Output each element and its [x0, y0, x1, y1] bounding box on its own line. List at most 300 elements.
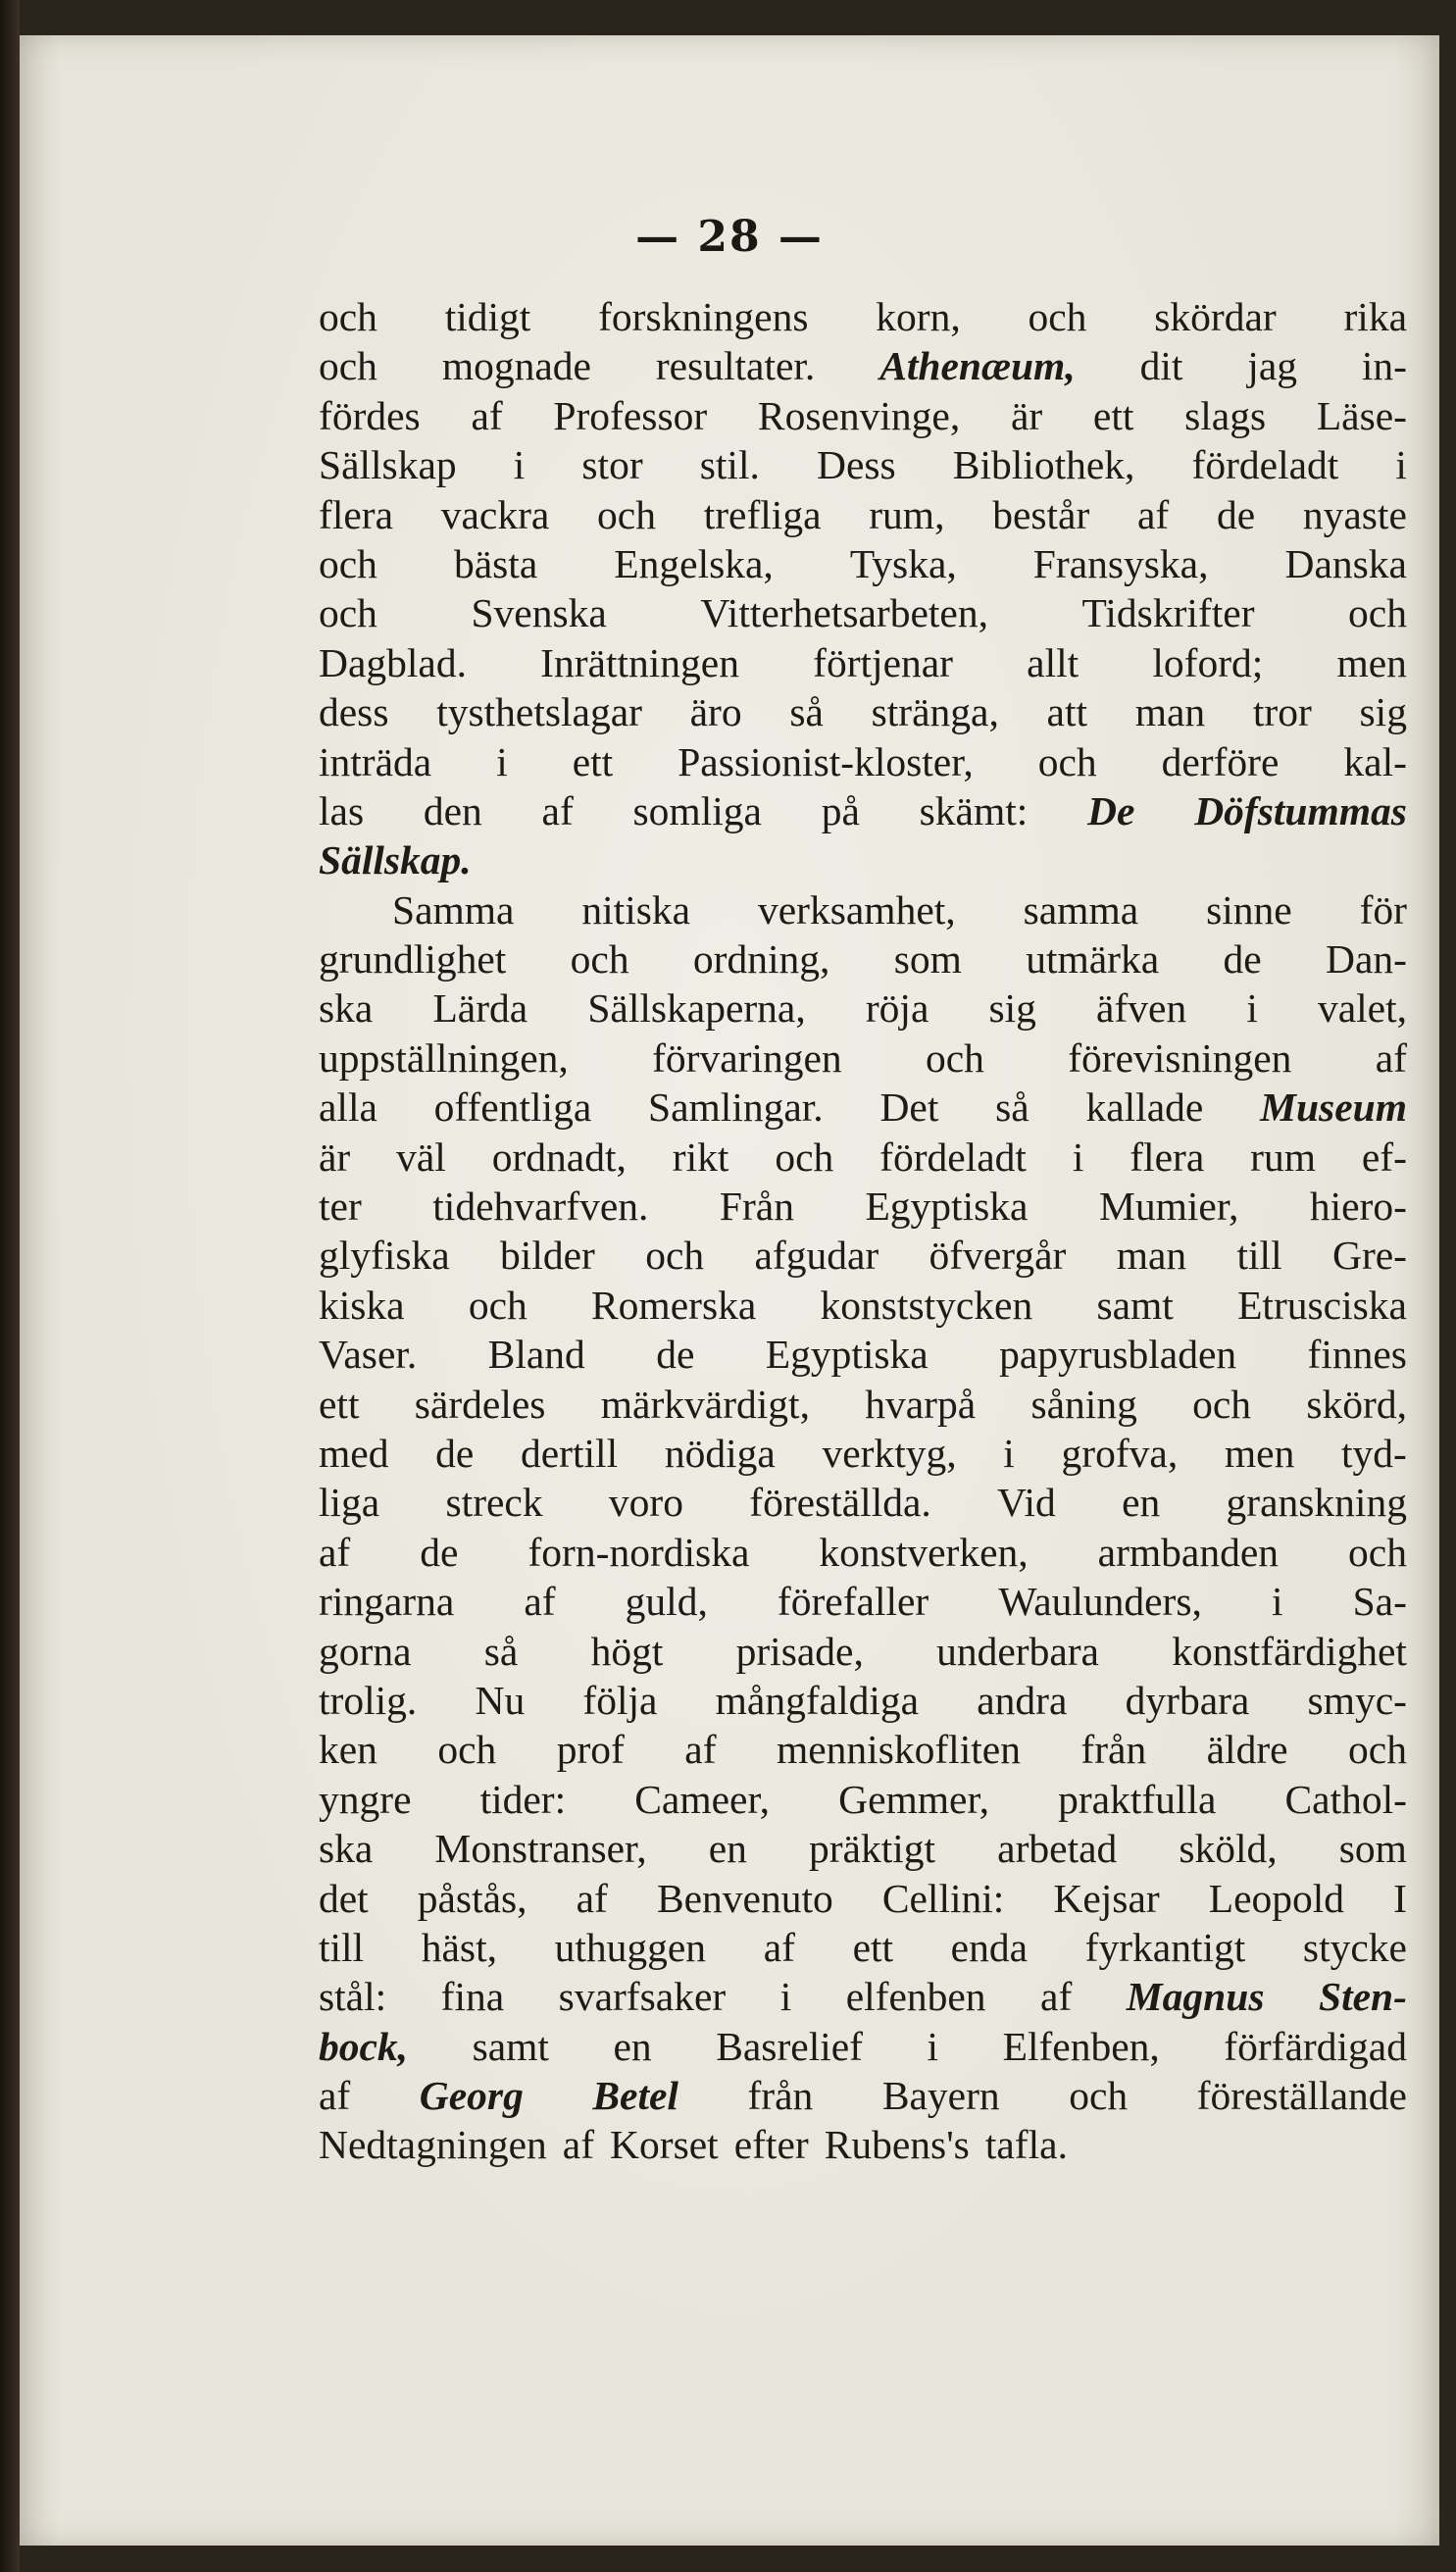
word: och [1348, 1529, 1407, 1575]
word: äldre [1206, 1727, 1288, 1773]
word: väl [396, 1134, 446, 1180]
word: Etrusciska [1237, 1282, 1407, 1328]
word: andra [977, 1677, 1068, 1723]
word: jag [1247, 343, 1297, 389]
word: menniskofliten [776, 1727, 1021, 1773]
word: skördar [1154, 294, 1277, 339]
text-line [319, 1429, 1407, 1478]
text-line [319, 687, 1407, 736]
word: konststycken [820, 1282, 1033, 1328]
word: en [1122, 1480, 1161, 1526]
word: öfvergår [929, 1233, 1067, 1279]
word: men [1336, 639, 1407, 685]
word: in- [1361, 343, 1407, 389]
word: och [319, 590, 377, 636]
word: och [319, 343, 377, 389]
word: kiska [319, 1282, 405, 1328]
word: såning [1030, 1381, 1137, 1427]
text-line [319, 2071, 1407, 2120]
word: rikt [672, 1134, 729, 1180]
word: Nedtagningen [319, 2122, 547, 2168]
word: och [645, 1233, 705, 1279]
word: nödiga [664, 1430, 776, 1476]
word: af [319, 2073, 351, 2119]
word: följa [582, 1677, 658, 1723]
word: Engelska, [614, 540, 774, 586]
text-line [319, 1577, 1407, 1626]
word: tror [1252, 689, 1312, 735]
word: är [1010, 392, 1043, 438]
word: en [708, 1826, 747, 1872]
word: grundlighet [319, 936, 507, 983]
word: Dess [816, 442, 896, 488]
word: forn-nordiska [527, 1529, 750, 1575]
text-line [319, 1923, 1407, 1972]
word: märkvärdigt, [600, 1381, 810, 1427]
word: sköld, [1179, 1826, 1278, 1872]
word: elfenben [845, 1974, 986, 2020]
word: i [1072, 1134, 1084, 1180]
word: kallade [1085, 1084, 1204, 1131]
word: samt [1096, 1282, 1174, 1328]
word: ter [319, 1184, 362, 1230]
word: som [1338, 1826, 1407, 1872]
word: Athenæum, [879, 343, 1076, 389]
word: Fransyska, [1032, 540, 1209, 586]
word: dess [319, 689, 389, 735]
word: och [1192, 1381, 1252, 1427]
word: Elfenben, [1002, 2023, 1160, 2069]
word: i [779, 1974, 792, 2020]
word: stil. [699, 442, 760, 488]
word: Sällskap. [319, 837, 472, 883]
word: förevisningen [1068, 1034, 1292, 1081]
word: så [995, 1084, 1029, 1131]
word: af [1040, 1974, 1073, 2020]
word: nyaste [1302, 491, 1407, 537]
word: papyrusbladen [999, 1332, 1237, 1378]
word: gorna [319, 1628, 412, 1674]
word: kal- [1343, 738, 1407, 784]
word: de [656, 1332, 695, 1378]
word: Dan- [1325, 936, 1407, 983]
word: Lärda [432, 985, 528, 1032]
word: ska [319, 1826, 374, 1872]
word: ef- [1361, 1134, 1407, 1180]
text-line [319, 983, 1407, 1033]
word: påstås, [417, 1875, 527, 1921]
word: tider: [479, 1776, 567, 1822]
word: enda [950, 1924, 1029, 1970]
text-line [319, 1182, 1407, 1231]
word: fördeladt [1191, 442, 1339, 488]
word: fördeladt [879, 1134, 1027, 1180]
word: mognade [441, 343, 591, 389]
word: underbara [936, 1628, 1099, 1674]
word: till [1236, 1233, 1282, 1279]
word: arbetad [997, 1826, 1118, 1872]
word: grofva, [1061, 1430, 1179, 1476]
word: glyfiska [319, 1233, 450, 1279]
word: de [1216, 491, 1256, 537]
word: och [319, 294, 377, 339]
word: från [1080, 1727, 1147, 1773]
text-line [319, 835, 1407, 884]
word: af [471, 392, 503, 438]
word: efter [733, 2122, 809, 2168]
word: så [483, 1628, 519, 1674]
word: Sällskap [319, 442, 457, 488]
text-line [319, 885, 1407, 934]
word: Egyptiska [765, 1332, 929, 1378]
word: Benvenuto [656, 1875, 833, 1921]
word: Korset [610, 2122, 719, 2168]
word: hvarpå [865, 1381, 977, 1427]
word: och [925, 1034, 984, 1081]
word: nitiska [581, 886, 691, 933]
word: voro [608, 1480, 683, 1526]
word: Från [719, 1184, 794, 1230]
word: dertill [521, 1430, 619, 1476]
text-line [319, 1034, 1407, 1083]
word: och [1348, 1727, 1407, 1773]
word: högt [590, 1628, 664, 1674]
word: bilder [500, 1233, 595, 1279]
word: finnes [1307, 1332, 1407, 1378]
word: förtjenar [813, 639, 953, 685]
word: i [1003, 1430, 1015, 1476]
word: Magnus [1126, 1974, 1265, 2020]
word: alla [319, 1084, 377, 1131]
word: föreställande [1196, 2073, 1407, 2119]
text-line [319, 1824, 1407, 1873]
word: af [684, 1727, 717, 1773]
word: samt [472, 2023, 549, 2069]
word: Cameer, [634, 1776, 771, 1822]
word: allt [1027, 639, 1079, 685]
word: somliga [632, 787, 762, 833]
word: Egyptiska [865, 1184, 1029, 1230]
word: Mumier, [1098, 1184, 1239, 1230]
text-line [319, 1133, 1407, 1182]
word: och [1348, 590, 1407, 636]
word: Svenska [471, 590, 607, 636]
word: ken [319, 1727, 377, 1773]
word: derföre [1161, 738, 1280, 784]
text-line [319, 1528, 1407, 1577]
word: som [893, 936, 962, 983]
word: forskningens [598, 294, 809, 339]
word: trolig. [319, 1677, 418, 1723]
word: från [747, 2073, 814, 2119]
word: rika [1343, 294, 1407, 339]
text-line [319, 1627, 1407, 1676]
word: Cellini: [881, 1875, 1005, 1921]
word: stränga, [871, 689, 999, 735]
word: Det [879, 1084, 939, 1131]
word: och [468, 1282, 527, 1328]
text-line [319, 539, 1407, 588]
text-line [319, 1281, 1407, 1330]
word: sig [1359, 689, 1407, 735]
word: är [319, 1134, 351, 1180]
word: och [775, 1134, 834, 1180]
text-line [319, 292, 1407, 341]
word: skörd, [1306, 1381, 1407, 1427]
word: de [435, 1430, 475, 1476]
word: konstfärdighet [1172, 1628, 1407, 1674]
word: afgudar [754, 1233, 879, 1279]
word: men [1224, 1430, 1295, 1476]
word: las [319, 787, 365, 833]
word: samma [1023, 886, 1139, 933]
word: Passionist-kloster, [678, 738, 974, 784]
word: förfärdigad [1224, 2023, 1407, 2069]
word: inträda [319, 738, 432, 784]
word: med [319, 1430, 389, 1476]
word: af [562, 2122, 595, 2168]
word: Danska [1284, 540, 1407, 586]
word: trefliga [703, 491, 822, 537]
word: Bibliothek, [952, 442, 1135, 488]
word: och [1028, 294, 1087, 339]
word: för [1359, 886, 1407, 933]
word: dyrbara [1125, 1677, 1250, 1723]
word: Inrättningen [540, 639, 739, 685]
word: af [763, 1924, 795, 1970]
word: Vid [997, 1480, 1056, 1526]
word: Vaser. [319, 1332, 418, 1378]
word: till [319, 1924, 365, 1970]
word: Vitterhetsarbeten, [700, 590, 988, 636]
word: i [513, 442, 526, 488]
text-line [319, 588, 1407, 637]
text-line [319, 1478, 1407, 1527]
word: utmärka [1026, 936, 1160, 983]
word: Nu [475, 1677, 526, 1723]
word: de [1223, 936, 1262, 983]
word: ordning, [692, 936, 830, 983]
word: skämt: [919, 787, 1029, 833]
word: särdeles [414, 1381, 546, 1427]
word: i [496, 738, 508, 784]
book-spine-edge [0, 0, 20, 2572]
word: af [576, 1875, 608, 1921]
word: stycke [1302, 1924, 1407, 1970]
word: präktigt [808, 1826, 936, 1872]
word: häst, [421, 1924, 497, 1970]
word: Basrelief [716, 2023, 863, 2069]
word: ett [319, 1381, 360, 1427]
text-line [319, 1083, 1407, 1132]
word: fyrkantigt [1084, 1924, 1246, 1970]
word: tidigt [444, 294, 531, 339]
word: man [1134, 689, 1206, 735]
word: dit [1139, 343, 1183, 389]
word: prof [556, 1727, 625, 1773]
word: Monstranser, [434, 1826, 647, 1872]
text-line [319, 2120, 1407, 2169]
word: tafla. [984, 2122, 1068, 2168]
word: verktyg, [822, 1430, 957, 1476]
word: Dagblad. [319, 639, 467, 685]
word: en [613, 2023, 652, 2069]
word: i [1271, 1579, 1283, 1625]
word: Waulunders, [998, 1579, 1202, 1625]
word: rum, [869, 491, 945, 537]
word: I [1393, 1875, 1407, 1921]
word: bock, [319, 2023, 409, 2069]
word: Sten- [1318, 1974, 1407, 2020]
word: och [597, 491, 656, 537]
body-text [319, 292, 1407, 2170]
word: hiero- [1309, 1184, 1407, 1230]
word: Kejsar [1053, 1875, 1160, 1921]
word: ett [852, 1924, 894, 1970]
word: yngre [319, 1776, 412, 1822]
word: fördes [319, 392, 421, 438]
word: sig [988, 985, 1036, 1032]
word: valet, [1317, 985, 1407, 1032]
word: så [789, 689, 824, 735]
word: loford; [1152, 639, 1264, 685]
word: man [1116, 1233, 1187, 1279]
word: ordnadt, [491, 1134, 627, 1180]
word: på [821, 787, 860, 833]
word: praktfulla [1058, 1776, 1217, 1822]
word: Romerska [591, 1282, 757, 1328]
word: ett [572, 738, 614, 784]
word: att [1046, 689, 1088, 735]
word: af [1375, 1034, 1407, 1081]
word: Gemmer, [838, 1776, 989, 1822]
word: den [423, 787, 482, 833]
text-line [319, 391, 1407, 440]
word: mångfaldiga [715, 1677, 920, 1723]
word: Sällskaperna, [587, 985, 806, 1032]
text-line [319, 1330, 1407, 1379]
word: i [1246, 985, 1258, 1032]
word: röja [865, 985, 929, 1032]
word: och [570, 936, 629, 983]
word: Leopold [1208, 1875, 1345, 1921]
word: Bland [487, 1332, 585, 1378]
word: Rosenvinge, [757, 392, 961, 438]
text-line [319, 1775, 1407, 1824]
word: verksamhet, [758, 886, 956, 933]
word: vackra [440, 491, 550, 537]
word: uthuggen [554, 1924, 707, 1970]
word: Museum [1260, 1084, 1407, 1131]
text-line [319, 1676, 1407, 1725]
text-line [319, 1874, 1407, 1923]
word: och [319, 540, 377, 586]
word: af [1137, 491, 1170, 537]
word: det [319, 1875, 369, 1921]
word: Läse- [1316, 392, 1407, 438]
word: tyd- [1341, 1430, 1407, 1476]
word: svarfsaker [558, 1974, 727, 2020]
word: tidehvarfven. [432, 1184, 649, 1230]
word: förefaller [777, 1579, 929, 1625]
word: fina [440, 1974, 505, 2020]
word: stål: [319, 1974, 387, 2020]
word: Professor [553, 392, 708, 438]
word: rum [1250, 1134, 1316, 1180]
word: består [992, 491, 1090, 537]
word: stor [581, 442, 643, 488]
word: Betel [592, 2073, 678, 2119]
word: resultater. [655, 343, 816, 389]
word: och [1037, 738, 1097, 784]
word: ett [1092, 392, 1134, 438]
text-line [319, 1972, 1407, 2021]
text-line [319, 440, 1407, 489]
word: och [1069, 2073, 1129, 2119]
word: Tidskrifter [1081, 590, 1255, 636]
word: bästa [453, 540, 538, 586]
word: ringarna [319, 1579, 455, 1625]
word: af [524, 1579, 556, 1625]
word: Samlingar. [648, 1084, 824, 1131]
book-page [20, 35, 1439, 2546]
word: prisade, [735, 1628, 864, 1674]
text-line [319, 490, 1407, 539]
word: offentliga [433, 1084, 592, 1131]
word: granskning [1226, 1480, 1407, 1526]
word: och [437, 1727, 497, 1773]
word: Cathol- [1284, 1776, 1407, 1822]
text-line [319, 638, 1407, 687]
word: streck [445, 1480, 543, 1526]
word: flera [1130, 1134, 1205, 1180]
word: tysthetslagar [436, 689, 642, 735]
word: äfven [1096, 985, 1187, 1032]
text-line [319, 786, 1407, 835]
word: Sa- [1352, 1579, 1407, 1625]
text-line [319, 737, 1407, 786]
word: sinne [1206, 886, 1292, 933]
word: konstverken, [819, 1529, 1029, 1575]
word: ska [319, 985, 374, 1032]
word: armbanden [1097, 1529, 1280, 1575]
word: Bayern [881, 2073, 1000, 2119]
text-line [319, 1231, 1407, 1280]
word: de [420, 1529, 459, 1575]
text-line [319, 2022, 1407, 2071]
page-number-header: — 28 — [635, 212, 824, 262]
text-line [319, 934, 1407, 983]
word: i [927, 2023, 939, 2069]
text-line [319, 1725, 1407, 1774]
text-line [319, 1380, 1407, 1429]
word: Samma [392, 886, 515, 933]
word: i [1395, 442, 1407, 488]
word: flera [319, 491, 394, 537]
word: slags [1184, 392, 1267, 438]
word: förvaringen [652, 1034, 842, 1081]
word: korn, [876, 294, 961, 339]
word: Georg [419, 2073, 524, 2119]
word: äro [689, 689, 742, 735]
word: af [541, 787, 574, 833]
word: smyc- [1307, 1677, 1407, 1723]
word: Döfstummas [1194, 787, 1407, 833]
word: af [319, 1529, 351, 1575]
word: De [1087, 787, 1135, 833]
word: uppställningen, [319, 1034, 569, 1081]
text-line [319, 341, 1407, 390]
